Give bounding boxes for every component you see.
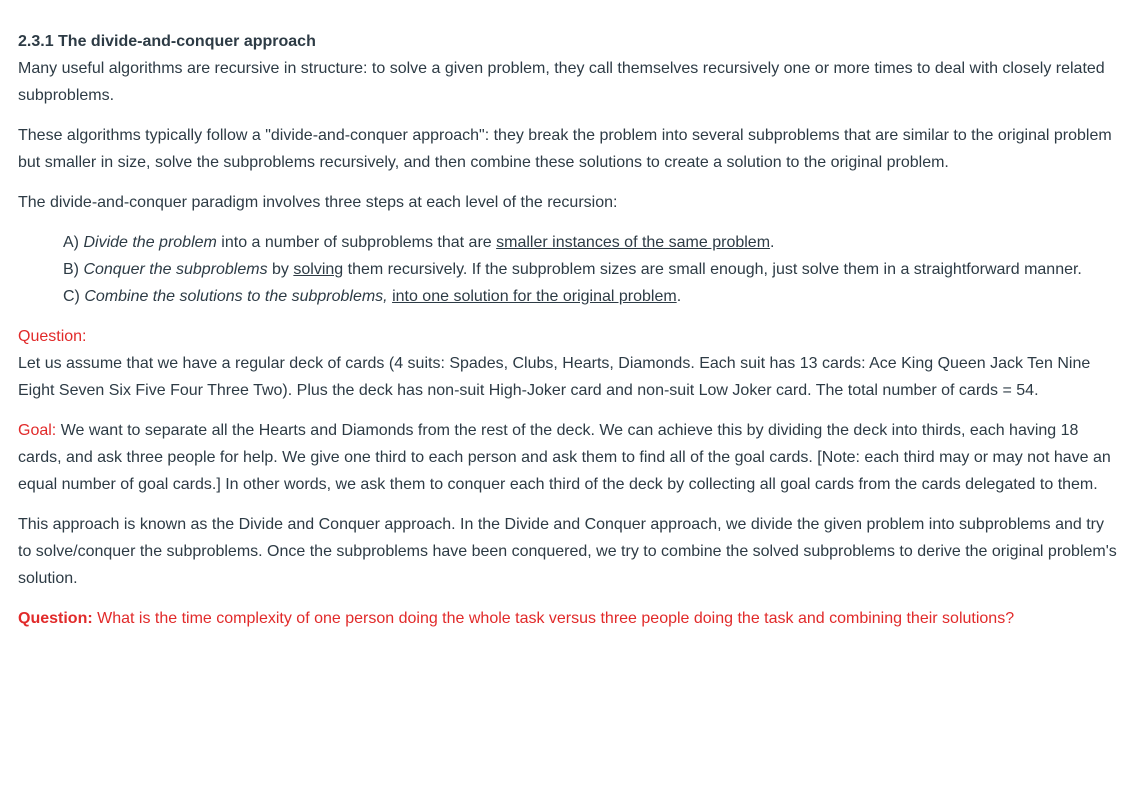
steps-list — [63, 229, 1118, 310]
step-conquer: B) Conquer the subproblems by solving them recursively. If the subproblem sizes are small enough, just solve them in a straightforward manner. — [63, 261, 1082, 278]
final-question: Question: What is the time complexity of one person doing the whole task versus three people doing the task and combining their solutions? — [18, 610, 1015, 627]
divide-conquer-paragraph: These algorithms typically follow a "divide-and-conquer approach": they break the problem into several subproblems that are similar to the original problem but smaller in size, solve the subproblems recursively, and then combine these solutions to create a solution to the original problem. — [18, 127, 1112, 171]
step-conquer-underline: solving — [293, 261, 344, 278]
paradigm-paragraph: The divide-and-conquer paradigm involves three steps at each level of the recursion: — [18, 194, 618, 211]
step-divide: A) Divide the problem into a number of subproblems that are smaller instances of the same problem. — [63, 234, 775, 251]
step-combine-underline: into one solution for the original problem — [392, 288, 677, 305]
step-divide-emphasis: Divide the problem — [83, 234, 217, 251]
step-conquer-emphasis: Conquer the subproblems — [83, 261, 268, 278]
deck-paragraph: Let us assume that we have a regular deck of cards (4 suits: Spades, Clubs, Hearts, Diamonds. Each suit has 13 cards: Ace King Queen Jack Ten Nine Eight Seven Six Five Four Three Two). Plus the deck has non-suit High-Joker card and non-suit Low Joker card. The total number of cards = 54. — [18, 355, 1091, 399]
goal-paragraph: Goal: We want to separate all the Hearts and Diamonds from the rest of the deck. We can achieve this by dividing the deck into thirds, each having 18 cards, and ask three people for help. We give one third to each person and ask them to find all of the goal cards. [Note: each third may or may not have an equal number of goal cards.] In other words, we ask them to conquer each third of the deck by collecting all goal cards from the cards delegated to them. — [18, 422, 1111, 493]
step-divide-underline: smaller instances of the same problem — [496, 234, 771, 251]
intro-paragraph: Many useful algorithms are recursive in structure: to solve a given problem, they call themselves recursively one or more times to deal with closely related subproblems. — [18, 60, 1105, 104]
section-title: 2.3.1 The divide-and-conquer approach — [18, 33, 316, 50]
goal-label: Goal: — [18, 422, 57, 439]
step-combine: C) Combine the solutions to the subproblems, into one solution for the original problem. — [63, 288, 682, 305]
approach-paragraph: This approach is known as the Divide and Conquer approach. In the Divide and Conquer approach, we divide the given problem into subproblems and try to solve/conquer the subproblems. Once the subproblems have been conquered, we try to combine the solved subproblems to derive the original problem's solution. — [18, 516, 1117, 587]
final-question-label: Question: — [18, 610, 93, 627]
content-page — [18, 28, 1118, 632]
step-combine-emphasis: Combine the solutions to the subproblems, — [84, 288, 388, 305]
question-label: Question: — [18, 328, 87, 345]
